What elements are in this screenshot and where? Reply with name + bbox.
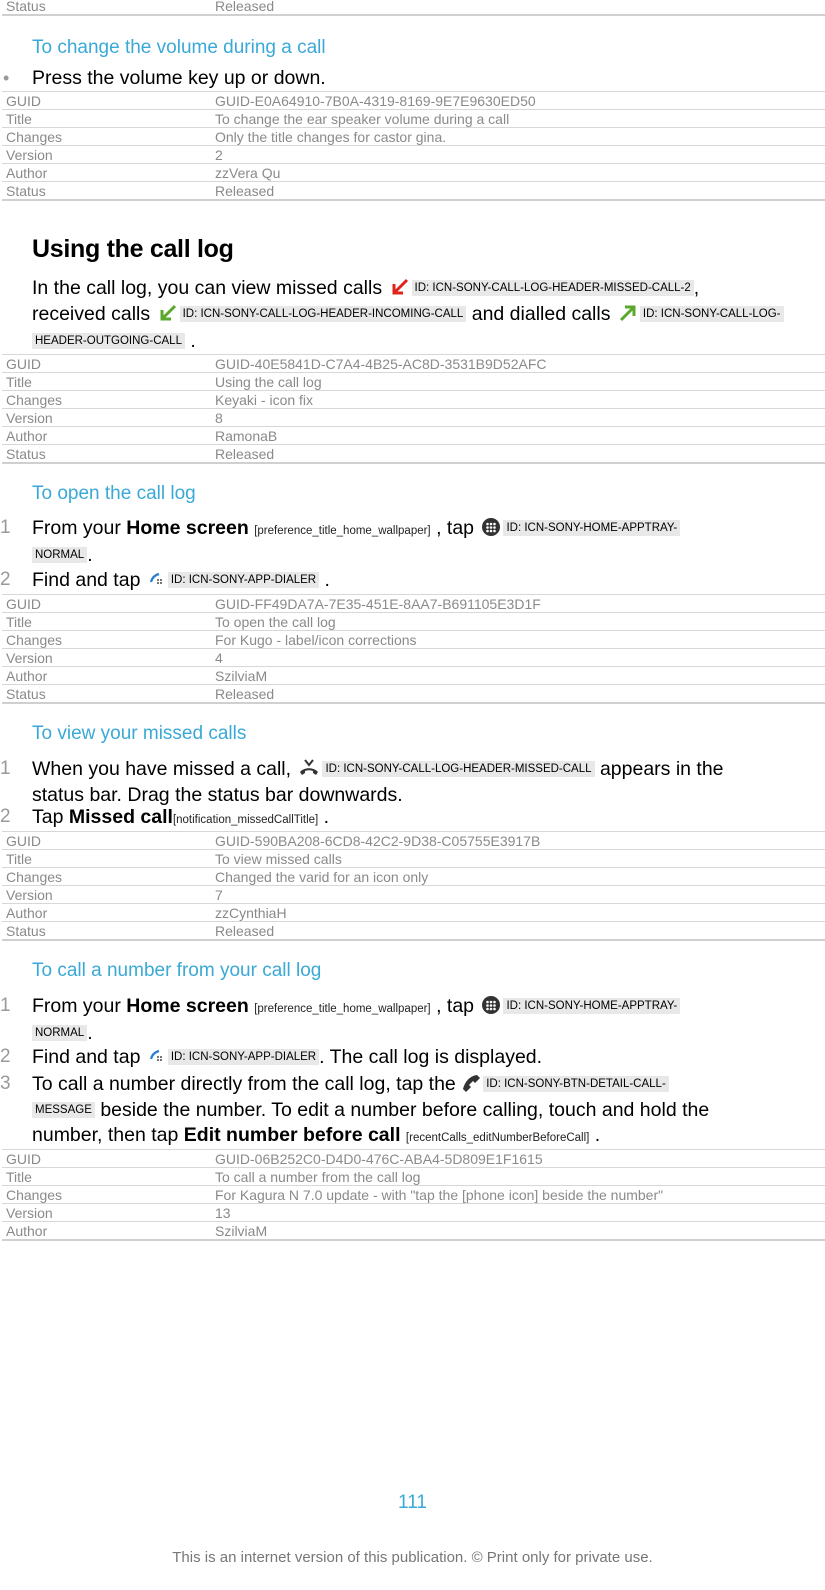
bullet: • (3, 68, 10, 88)
table-row (2, 355, 825, 373)
page-number: 111 (398, 1492, 427, 1513)
table-row (2, 613, 825, 631)
step-text: NORMAL . (32, 543, 93, 567)
meta-value: Released (211, 445, 825, 464)
step-text: From your Home screen [preference_title_home_wallpaper] , tap ID: ICN-SONY-HOME-APPTRAY- (32, 994, 680, 1021)
paragraph-line: HEADER-OUTGOING-CALL . (32, 329, 196, 353)
section-title-missed-calls: To view your missed calls (32, 723, 247, 744)
dialer-icon (148, 1047, 166, 1065)
meta-value: 13 (211, 1204, 825, 1222)
table-row (2, 409, 825, 427)
meta-value: To view missed calls (211, 850, 825, 868)
section-title-open-call-log: To open the call log (32, 483, 196, 504)
step-number: 2 (0, 806, 11, 827)
step-text: number, then tap Edit number before call [recentCalls_editNumberBeforeCall] . (32, 1124, 601, 1146)
table-row (2, 886, 825, 904)
meta-key: Status (2, 182, 211, 201)
meta-key: Version (2, 649, 211, 667)
table-row (2, 1186, 825, 1204)
outgoing-call-arrow-icon (618, 303, 638, 323)
heading-call-log: Using the call log (32, 235, 234, 263)
table-row (2, 832, 825, 850)
step-number: 3 (0, 1073, 11, 1094)
meta-key: GUID (2, 355, 211, 373)
table-row (2, 631, 825, 649)
meta-value: SzilviaM (211, 1222, 825, 1241)
meta-value: 2 (211, 146, 825, 164)
meta-key: GUID (2, 92, 211, 110)
meta-value: For Kugo - label/icon corrections (211, 631, 825, 649)
meta-value: SzilviaM (211, 667, 825, 685)
table-row (2, 391, 825, 409)
step-text: NORMAL . (32, 1021, 93, 1045)
meta-key: Changes (2, 391, 211, 409)
meta-key: Author (2, 904, 211, 922)
step-number: 2 (0, 1046, 11, 1067)
table-row (2, 128, 825, 146)
meta-value: To call a number from the call log (211, 1168, 825, 1186)
step-number: 2 (0, 569, 11, 590)
meta-value: To change the ear speaker volume during a call (211, 110, 825, 128)
table-row (2, 922, 825, 941)
meta-key: Title (2, 373, 211, 391)
section-title-volume: To change the volume during a call (32, 37, 326, 58)
step-text: When you have missed a call, ID: ICN-SONY-CALL-LOG-HEADER-MISSED-CALL appears in the (32, 758, 724, 780)
meta-value: 8 (211, 409, 825, 427)
meta-value: GUID-590BA208-6CD8-42C2-9D38-C05755E3917B (211, 832, 825, 850)
metadata-table (2, 594, 825, 704)
step-number: 1 (0, 517, 11, 538)
meta-key: Changes (2, 868, 211, 886)
meta-key: Title (2, 850, 211, 868)
app-tray-icon (481, 517, 501, 537)
table-row (2, 92, 825, 110)
meta-key: Author (2, 427, 211, 445)
step-number: 1 (0, 995, 11, 1016)
meta-key: Version (2, 886, 211, 904)
metadata-table (2, 91, 825, 201)
table-row (2, 373, 825, 391)
meta-value: Using the call log (211, 373, 825, 391)
meta-value: Only the title changes for castor gina. (211, 128, 825, 146)
metadata-table (2, 354, 825, 464)
table-row (2, 110, 825, 128)
meta-key: Changes (2, 1186, 211, 1204)
table-row (2, 685, 825, 704)
paragraph-line: In the call log, you can view missed calls ID: ICN-SONY-CALL-LOG-HEADER-MISSED-CALL-2 , (32, 277, 700, 299)
dialer-icon (148, 570, 166, 588)
table-row (2, 850, 825, 868)
meta-key: GUID (2, 1150, 211, 1168)
meta-value: Keyaki - icon fix (211, 391, 825, 409)
meta-key: Author (2, 164, 211, 182)
table-row (2, 445, 825, 464)
meta-key: Author (2, 1222, 211, 1241)
received-call-arrow-icon (158, 303, 178, 323)
meta-key: GUID (2, 832, 211, 850)
meta-value: To open the call log (211, 613, 825, 631)
meta-key: Version (2, 146, 211, 164)
meta-value: Changed the varid for an icon only (211, 868, 825, 886)
table-row (2, 164, 825, 182)
step-text: To call a number directly from the call log, tap the ID: ICN-SONY-BTN-DETAIL-CALL- (32, 1072, 669, 1096)
prev-metadata-table (2, 0, 825, 16)
table-row (2, 904, 825, 922)
table-row (2, 427, 825, 445)
meta-key: Changes (2, 631, 211, 649)
paragraph-line: received calls ID: ICN-SONY-CALL-LOG-HEADER-INCOMING-CALL and dialled calls ID: ICN-SONY-CALL-LOG- (32, 302, 784, 326)
meta-value: GUID-E0A64910-7B0A-4319-8169-9E7E9630ED50 (211, 92, 825, 110)
meta-value: GUID-06B252C0-D4D0-476C-ABA4-5D809E1F1615 (211, 1150, 825, 1168)
phone-icon (463, 1073, 481, 1093)
meta-key: GUID (2, 595, 211, 613)
meta-value: RamonaB (211, 427, 825, 445)
step-text: Find and tap ID: ICN-SONY-APP-DIALER . The call log is displayed. (32, 1046, 543, 1068)
meta-value: GUID-40E5841D-C7A4-4B25-AC8D-3531B9D52AFC (211, 355, 825, 373)
meta-key: Status (2, 922, 211, 941)
meta-value: Released (211, 685, 825, 704)
step-text: Press the volume key up or down. (32, 67, 326, 89)
meta-value: Released (211, 182, 825, 201)
missed-call-arrow-icon (390, 277, 410, 297)
table-row (2, 667, 825, 685)
meta-key: Changes (2, 128, 211, 146)
missed-call-handset-icon (298, 758, 320, 778)
meta-key: Title (2, 110, 211, 128)
section-title-call-from-log: To call a number from your call log (32, 960, 322, 981)
meta-key: Title (2, 613, 211, 631)
table-row (2, 182, 825, 201)
meta-value: 4 (211, 649, 825, 667)
step-text: Find and tap ID: ICN-SONY-APP-DIALER . (32, 569, 330, 591)
step-text: Tap Missed call[notification_missedCallTitle] . (32, 806, 330, 828)
metadata-table (2, 1149, 825, 1241)
footer-note: This is an internet version of this publication. © Print only for private use. (172, 1549, 653, 1566)
meta-value: zzCynthiaH (211, 904, 825, 922)
meta-value: GUID-FF49DA7A-7E35-451E-8AA7-B691105E3D1F (211, 595, 825, 613)
step-number: 1 (0, 758, 11, 779)
table-row (2, 1150, 825, 1168)
app-tray-icon (481, 995, 501, 1015)
table-row: Status Released (2, 0, 825, 15)
meta-key: Title (2, 1168, 211, 1186)
table-row (2, 146, 825, 164)
step-text: From your Home screen [preference_title_home_wallpaper] , tap ID: ICN-SONY-HOME-APPTRAY- (32, 516, 680, 543)
meta-key: Status (2, 445, 211, 464)
meta-key: Author (2, 667, 211, 685)
meta-value: Released (211, 922, 825, 941)
step-text: status bar. Drag the status bar downwards. (32, 784, 403, 806)
table-row (2, 595, 825, 613)
metadata-table (2, 831, 825, 941)
table-row (2, 868, 825, 886)
table-row (2, 1204, 825, 1222)
table-row (2, 649, 825, 667)
meta-key: Version (2, 1204, 211, 1222)
table-row (2, 1222, 825, 1241)
meta-value: 7 (211, 886, 825, 904)
table-row (2, 1168, 825, 1186)
step-text: MESSAGE beside the number. To edit a number before calling, touch and hold the (32, 1098, 709, 1122)
meta-value: zzVera Qu (211, 164, 825, 182)
meta-value: For Kagura N 7.0 update - with "tap the [phone icon] beside the number" (211, 1186, 825, 1204)
meta-key: Version (2, 409, 211, 427)
meta-key: Status (2, 685, 211, 704)
